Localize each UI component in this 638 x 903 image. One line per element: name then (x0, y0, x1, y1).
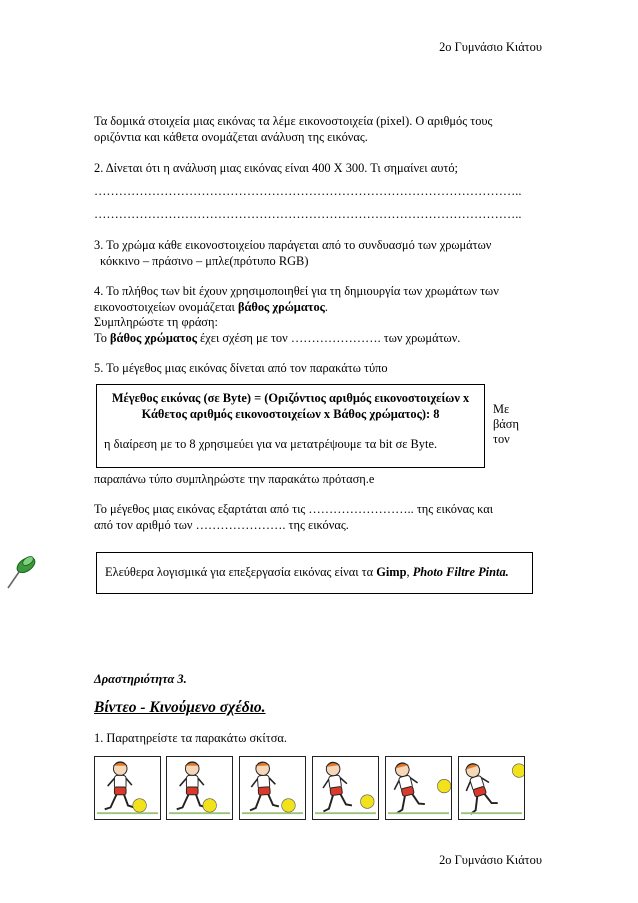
sketch-frame (385, 756, 452, 820)
ball-icon (133, 799, 147, 813)
question-5: 5. Το μέγεθος μιας εικόνας δίνεται από τον παρακάτω τύπο (94, 361, 388, 375)
formula-line-2: Κάθετος αριθμός εικονοστοιχείων x Βάθος χρώματος): 8 (141, 407, 440, 421)
ball-icon (361, 795, 375, 809)
footer-school: 2ο Γυμνάσιο Κιάτου (439, 853, 542, 867)
question-3-line-2: κόκκινο – πράσινο – μπλε(πρότυπο RGB) (100, 254, 309, 268)
size-sentence-2[interactable]: από τον αριθμό των …………………. της εικόνας. (94, 518, 349, 532)
question-3-line-1: 3. Το χρώμα κάθε εικονοστοιχείου παράγεται από το συνδυασμό των χρωμάτων (94, 238, 492, 252)
sketch-frame (458, 756, 525, 820)
gimp-label: Gimp (376, 565, 407, 579)
sketch-frame (312, 756, 379, 820)
side-text-2: βάση (493, 417, 519, 431)
header-school: 2ο Γυμνάσιο Κιάτου (439, 40, 542, 54)
activity-title: Βίντεο - Κινούμενο σχέδιο. (94, 699, 266, 716)
sketch-frame (94, 756, 161, 820)
intro-line-1: Τα δομικά στοιχεία μιας εικόνας τα λέμε εικονοστοιχεία (pixel). Ο αριθμός τους (94, 114, 493, 128)
tip-box (96, 552, 533, 594)
other-software-label: Photo Filtre Pinta. (412, 565, 509, 579)
side-text-1: Με (493, 402, 510, 416)
side-text-3: τον (493, 432, 510, 446)
formula-line-1: Μέγεθος εικόνας (σε Byte) = (Οριζόντιος αριθμός εικονοστοιχείων x (111, 391, 470, 405)
answer-dots-1[interactable]: ………………………………………………………………………………………….. (94, 184, 522, 198)
question-4-line-2: εικονοστοιχείων ονομάζεται βάθος χρώματος. (94, 300, 328, 314)
ball-icon (512, 764, 524, 778)
question-4-line-1: 4. Το πλήθος των bit έχουν χρησιμοποιηθεί για τη δημιουργία των χρωμάτων των (94, 284, 499, 298)
tip-text: Ελεύθερα λογισμικά για επεξεργασία εικόνας είναι τα Gimp, Photo Filtre Pinta. (105, 565, 509, 579)
formula-box (96, 384, 485, 468)
term-color-depth: βάθος χρώματος (237, 300, 325, 314)
sketch-strip (94, 756, 524, 820)
activity-label: Δραστηριότητα 3. (94, 672, 187, 686)
question-4-fill-sentence[interactable]: Το βάθος χρώματος έχει σχέση με τον …………………. των χρωμάτων. (94, 331, 461, 345)
ball-icon (203, 799, 217, 813)
answer-dots-2[interactable]: ………………………………………………………………………………………….. (94, 207, 522, 221)
question-4-line-3: Συμπληρώστε τη φράση: (94, 315, 218, 329)
question-2: 2. Δίνεται ότι η ανάλυση μιας εικόνας είναι 400 Χ 300. Τι σημαίνει αυτό; (94, 161, 458, 175)
size-sentence-1[interactable]: Το μέγεθος μιας εικόνας εξαρτάται από τις …………………….. της εικόνας και (94, 502, 494, 516)
pushpin-icon (4, 552, 38, 592)
ball-icon (282, 799, 296, 813)
formula-after-text: παραπάνω τύπο συμπληρώστε την παρακάτω πρόταση.e (94, 472, 375, 486)
sketch-frame (239, 756, 306, 820)
step-1: 1. Παρατηρείστε τα παρακάτω σκίτσα. (94, 731, 287, 745)
sketch-frame (166, 756, 233, 820)
formula-note: η διαίρεση με το 8 χρησιμεύει για να μετατρέψουμε τα bit σε Byte. (104, 437, 438, 451)
intro-line-2: οριζόντια και κάθετα ονομάζεται ανάλυση της εικόνας. (94, 130, 368, 144)
ball-icon (437, 779, 451, 793)
term-color-depth-2: βάθος χρώματος (110, 331, 197, 345)
